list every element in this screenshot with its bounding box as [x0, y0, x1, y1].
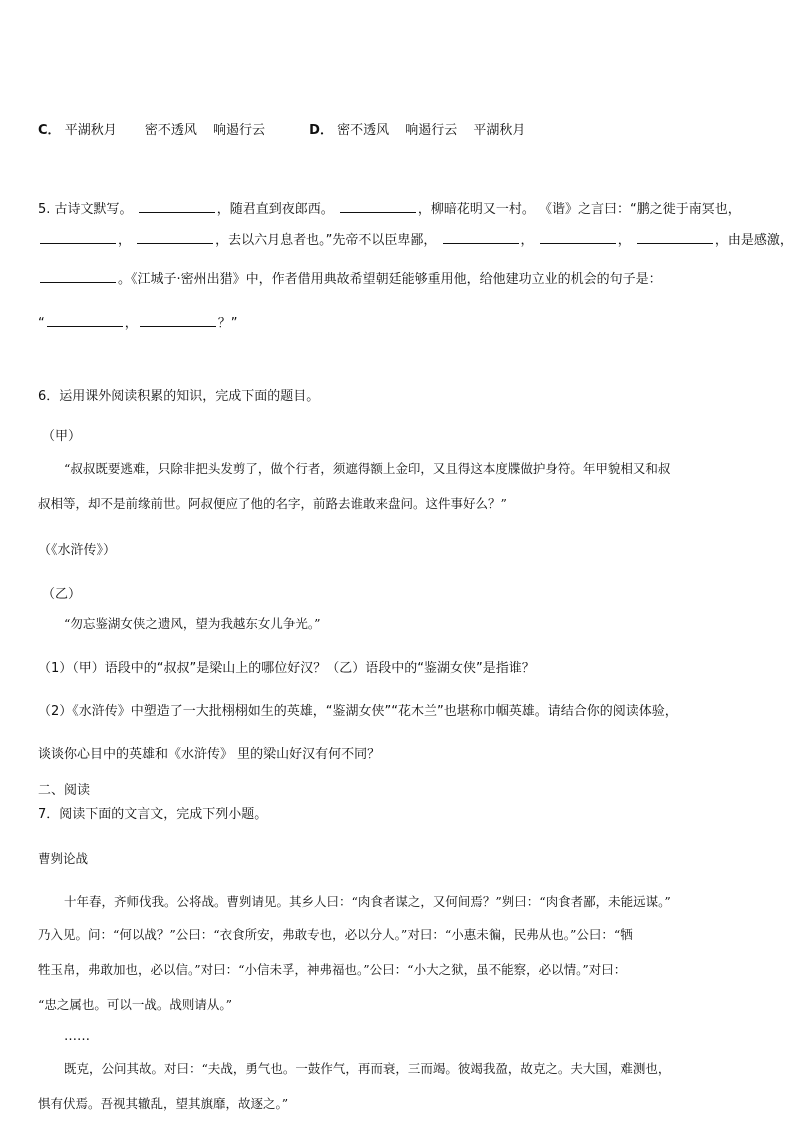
q5-text: ，	[124, 316, 138, 331]
passage-line: 牲玉帛，弗敢加也，必以信。”对曰：“小信未孚，神弗福也。”公曰：“小大之狱，虽不能察，必以情。”对曰：	[38, 962, 627, 977]
fill-blank[interactable]	[140, 314, 216, 327]
q6-yi-text: “勿忘鉴湖女侠之遗风，望为我越东女儿争光。”	[64, 616, 321, 631]
fill-blank[interactable]	[443, 231, 519, 244]
q5-prefix: 5. 古诗文默写。	[38, 202, 133, 217]
fill-blank[interactable]	[47, 314, 123, 327]
q5-text: ，随君直到夜郎西。	[216, 202, 334, 217]
q6-sub-question-2-line-2: 谈谈你心目中的英雄和《水浒传》 里的梁山好汉有何不同？	[38, 747, 381, 762]
ellipsis: ……	[64, 1029, 90, 1044]
q5-text: ，由是感激，	[714, 233, 793, 248]
option-d-item: 平湖秋月	[473, 123, 526, 138]
section-heading: 二、阅读	[38, 783, 91, 798]
passage-line: 乃入见。问：“何以战？”公曰：“衣食所安，弗敢专也，必以分人。”对曰：“小惠未徧，民弗从也。”公曰：“牺	[38, 927, 633, 942]
q5-line-2	[38, 231, 793, 250]
fill-blank[interactable]	[137, 231, 213, 244]
option-d-item: 密不透风	[337, 123, 390, 138]
passage-title: 曹刿论战	[38, 851, 89, 866]
q6-prompt: 6．运用课外阅读积累的知识，完成下面的题目。	[38, 389, 320, 404]
q4-options	[38, 122, 525, 140]
option-d-letter: D．	[309, 123, 333, 138]
q7-prompt: 7．阅读下面的文言文，完成下列小题。	[38, 807, 268, 822]
passage-line: 惧有伏焉。吾视其辙乱，望其旗靡，故逐之。”	[38, 1096, 289, 1111]
fill-blank[interactable]	[40, 270, 116, 283]
option-d-item: 响遏行云	[405, 123, 458, 138]
q5-text: ，	[118, 233, 132, 248]
option-c-item: 密不透风	[144, 123, 197, 138]
q5-text: ？”	[217, 316, 238, 331]
q6-sub-question-1: （1）（甲）语段中的“叔叔”是梁山上的哪位好汉？（乙）语段中的“鉴湖女侠”是指谁？	[38, 661, 535, 676]
q5-line-3	[38, 270, 662, 289]
q5-line-4	[38, 314, 238, 333]
q5-text: ，去以六月息者也。”先帝不以臣卑鄙，	[215, 233, 437, 248]
q5-text: 。《江城子·密州出猎》中，作者借用典故希望朝廷能够重用他，给他建功立业的机会的句子是：	[118, 272, 662, 287]
q6-jia-text-2: 叔相等，却不是前缘前世。阿叔便应了他的名字，前路去谁敢来盘问。这件事好么？”	[38, 496, 507, 511]
passage-line: 既克，公问其故。对曰：“夫战，勇气也。一鼓作气，再而衰，三而竭。彼竭我盈，故克之。夫大国，难测也，	[64, 1061, 671, 1076]
option-c-letter: C．	[38, 123, 61, 138]
option-c-item: 平湖秋月	[64, 123, 117, 138]
q5-text: ，	[520, 233, 534, 248]
fill-blank[interactable]	[139, 200, 215, 213]
q6-yi-label: （乙）	[42, 587, 82, 602]
passage-line: “忠之属也。可以一战。战则请从。”	[38, 997, 233, 1012]
q6-jia-label: （甲）	[42, 429, 82, 444]
q5-text: “	[38, 316, 45, 331]
fill-blank[interactable]	[40, 231, 116, 244]
q5-text: ，	[617, 233, 631, 248]
passage-line: 十年春，齐师伐我。公将战。曹刿请见。其乡人曰：“肉食者谋之，又何间焉？”刿曰：“肉食者鄙，未能远谋。”	[64, 894, 671, 909]
fill-blank[interactable]	[540, 231, 616, 244]
option-c-item: 响遏行云	[213, 123, 266, 138]
fill-blank[interactable]	[637, 231, 713, 244]
q6-jia-source: （《水浒传》）	[38, 543, 117, 558]
fill-blank[interactable]	[340, 200, 416, 213]
q5-text: 《谐》之言曰：“鹏之徙于南冥也，	[539, 202, 741, 217]
q5-text: ，柳暗花明又一村。	[417, 202, 535, 217]
q6-sub-question-2-line-1: （2）《水浒传》中塑造了一大批栩栩如生的英雄，“鉴湖女侠”“花木兰”也堪称巾帼英雄。请结合你的阅读体验，	[38, 704, 678, 719]
q6-jia-text-1: “叔叔既要逃难，只除非把头发剪了，做个行者，须遮得额上金印，又且得这本度牒做护身符。年甲貌相又和叔	[64, 461, 671, 476]
q5-line-1	[38, 200, 741, 219]
